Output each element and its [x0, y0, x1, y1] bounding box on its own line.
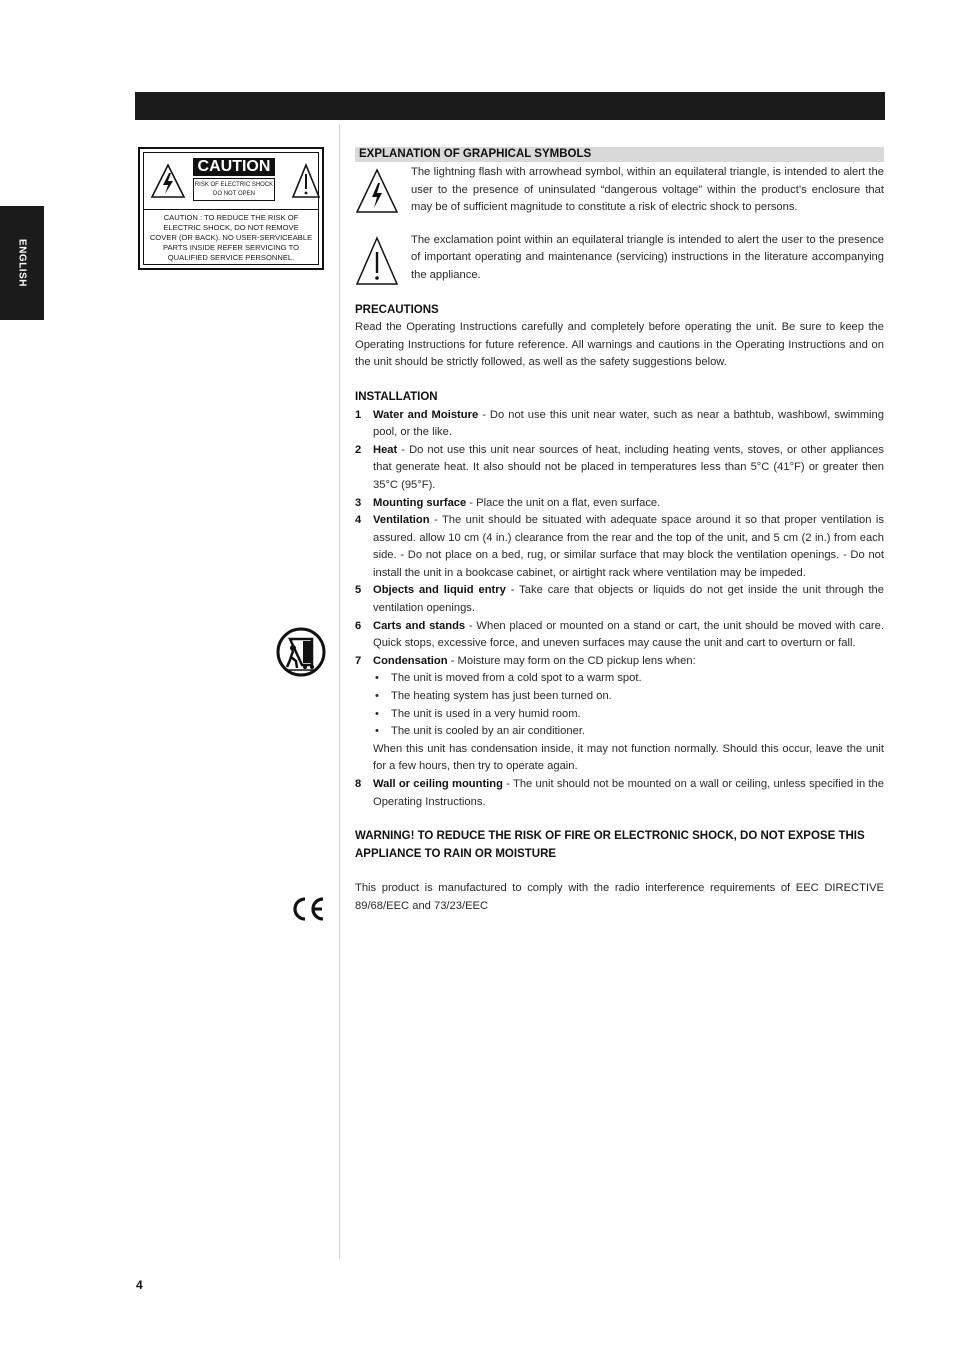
list-item [355, 776, 884, 811]
language-label: ENGLISH [16, 239, 28, 287]
page-number: 4 [136, 1278, 143, 1292]
list-item [355, 495, 884, 513]
installation-heading: INSTALLATION [355, 390, 438, 403]
caution-text-line: PARTS INSIDE REFER SERVICING TO [162, 243, 299, 252]
list-item [355, 512, 884, 582]
bullet-item: • The unit is used in a very humid room. [373, 706, 884, 724]
item-text: - Do not use this unit near water, such as near a bathtub, washbowl, swimming pool, or the like. [373, 408, 884, 439]
bullet-item: • The unit is moved from a cold spot to a warm spot. [373, 670, 884, 688]
caution-text-line: CAUTION : TO REDUCE THE RISK OF [163, 213, 299, 222]
caution-label-frame [143, 152, 319, 265]
exclamation-triangle-icon [355, 236, 399, 286]
item-term: Mounting surface [373, 496, 467, 509]
exclamation-symbol-row [355, 232, 884, 285]
main-content [355, 147, 884, 916]
list-item [355, 442, 884, 495]
installation-list [355, 407, 884, 812]
caution-text-line: QUALIFIED SERVICE PERSONNEL. [167, 253, 295, 262]
condensation-bullets [373, 670, 884, 740]
item-number: 7 [355, 654, 362, 667]
item-text: - The unit should not be mounted on a wall or ceiling, unless specified in the Operating Instructions. [373, 778, 884, 808]
caution-divider [144, 209, 318, 210]
warning-text: WARNING! TO REDUCE THE RISK OF FIRE OR ELECTRONIC SHOCK, DO NOT EXPOSE THIS APPLIANCE TO RAIN OR MOISTURE [355, 830, 865, 860]
item-term: Wall or ceiling mounting [373, 778, 503, 790]
list-item [355, 653, 884, 776]
item-term: Ventilation [373, 514, 430, 527]
item-text: - The unit should be situated with adequate space around it so that proper ventilation is assured. allow 10 cm (4 in.) clearance from the rear and the top of the unit, and 5 cm (2 in.) from each side. - Do not place on a bed, rug, or similar surface that may block the ventilation openings. - Do not install the unit in a bookcase cabinet, or airtight rack where ventilation may be impeded. [373, 514, 884, 579]
ce-compliance-text: This product is manufactured to comply with the radio interference requirements of EEC DIRECTIVE 89/68/EEC and 73/23/EEC [355, 882, 884, 912]
language-tab [0, 206, 44, 320]
caution-text-line: ELECTRIC SHOCK, DO NOT REMOVE [163, 223, 299, 232]
item-number: 8 [355, 778, 362, 790]
item-term: Carts and stands [373, 619, 466, 632]
item-text: - Place the unit on a flat, even surface. [466, 496, 661, 509]
item-term: Water and Moisture [373, 408, 479, 421]
condensation-note: When this unit has condensation inside, it may not function normally. Should this occur, leave the unit for a few hours, then try to operate again. [373, 742, 884, 773]
item-term: Objects and liquid entry [373, 584, 506, 597]
exclamation-warning-icon [292, 163, 320, 199]
lightning-symbol-row [355, 164, 884, 217]
caution-label [138, 147, 324, 270]
caution-subtitle-line: DO NOT OPEN [213, 191, 255, 197]
item-text: - When placed or mounted on a stand or cart, the unit should be moved with care. Quick stops, excessive force, and uneven surfaces may cause the unit and cart to overturn or fall. [373, 619, 884, 650]
caution-text-line: COVER (OR BACK). NO USER-SERVICEABLE [149, 233, 313, 242]
header-bar [135, 92, 885, 120]
item-term: Condensation [373, 654, 448, 667]
lightning-triangle-icon [355, 168, 399, 214]
item-number: 2 [355, 443, 362, 456]
list-item [355, 618, 884, 653]
item-term: Heat [373, 443, 398, 456]
lightning-description: The lightning flash with arrowhead symbol, within an equilateral triangle, is intended to alert the user to the presence of uninsulated “dangerous voltage” within the product’s enclosure that may be of sufficient magnitude to constitute a risk of electric shock to persons. [411, 166, 884, 214]
caution-title: CAUTION [193, 158, 275, 176]
precautions-heading: PRECAUTIONS [355, 303, 439, 316]
item-number: 5 [355, 584, 362, 597]
list-item [355, 582, 884, 617]
item-text: - Take care that objects or liquids do not get inside the unit through the ventilation openings. [373, 584, 884, 615]
lightning-warning-icon [150, 163, 186, 199]
caution-subtitle-line: RISK OF ELECTRIC SHOCK [194, 182, 274, 188]
item-number: 6 [355, 619, 362, 632]
caution-text [146, 213, 316, 263]
ce-mark-icon [292, 896, 326, 922]
exclamation-description: The exclamation point within an equilateral triangle is intended to alert the user to the presence of important operating and maintenance (servicing) instructions in the literature accompanying the appliance. [411, 233, 884, 281]
list-item [355, 407, 884, 442]
cart-warning-icon [276, 627, 326, 677]
caution-subtitle [193, 178, 275, 201]
bullet-item: • The heating system has just been turned on. [373, 688, 884, 706]
item-number: 3 [355, 496, 362, 509]
item-number: 1 [355, 408, 362, 421]
bullet-item: • The unit is cooled by an air conditioner. [373, 723, 884, 741]
item-text: - Moisture may form on the CD pickup lens when: [447, 654, 696, 667]
column-divider [339, 124, 340, 1259]
precautions-text: Read the Operating Instructions carefully and completely before operating the unit. Be sure to keep the Operating Instructions for future reference. All warnings and cautions in the Operating Instructions and on the unit should be strictly followed, as well as the safety suggestions below. [355, 321, 884, 369]
symbols-heading: EXPLANATION OF GRAPHICAL SYMBOLS [355, 147, 884, 162]
item-number: 4 [355, 514, 362, 527]
item-text: - Do not use this unit near sources of heat, including heating vents, stoves, or other appliances that generate heat. It also should not be placed in temperatures less than 5°C (41°F) or greater then 35°C (95°F). [373, 443, 884, 491]
